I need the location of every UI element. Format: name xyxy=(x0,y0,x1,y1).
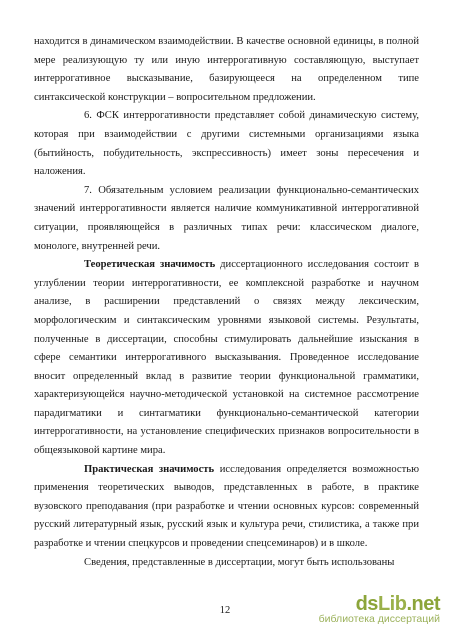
paragraph-last-line: Сведения, представленные в диссертации, могут быть использованы xyxy=(84,556,395,568)
paragraph-7: 7. Обязательным условием реализации функционально-семантических значений интеррогативности является наличие коммуникативной интеррогативной ситуации, проявляющейся в различных типах речи: классическом диалоге, монологе, внутренней речи. xyxy=(34,184,419,252)
watermark-subtitle: библиотека диссертаций xyxy=(318,613,440,625)
watermark xyxy=(270,593,440,627)
page-number: 12 xyxy=(219,605,231,616)
paragraph-theoretical-significance xyxy=(34,256,419,461)
practical-significance-text: исследования определяется возможностью применения теоретических выводов, представленных в работе, в практике вузовского преподавания (при разработке и чтении основных курсов: современный русский литературный язык, русский язык и культура речи, стилистика, а также при разработке и чтении спецкурсов и проведении спецсеминаров) и в школе. xyxy=(34,463,419,550)
paragraph-6: 6. ФСК интеррогативности представляет собой динамическую систему, которая при взаимодействии с другими системными организациями языка (бытийность, побудительность, экспрессивность) имеет зоны пересечения и наложения. xyxy=(34,110,419,178)
paragraph-continuation: находится в динамическом взаимодействии. В качестве основной единицы, в полной мере реализующую ту или иную интеррогативную составляющую, выступает интеррогативное высказывание, базирующееся на определенном типе синтаксической конструкции – вопросительном предложении. xyxy=(34,36,419,103)
body-text xyxy=(34,33,419,572)
practical-significance-heading: Практическая значимость xyxy=(84,463,215,475)
paragraph-practical-significance xyxy=(34,461,419,554)
theoretical-significance-text: диссертационного исследования состоит в углублении теории интеррогативности, ее комплексной разработке и научном анализе, в расширении представлений о связях между лексическим, морфологическим и синтаксическим уровнями языковой системы. Результаты, полученные в диссертации, способны стимулировать дальнейшие изыскания в сфере семантики интеррогативного высказывания. Проведенное исследование вносит определенный вклад в развитие теории функциональной грамматики, характеризующейся научно-методической установкой на системное рассмотрение парадигматики и синтагматики функционально-семантической категории интеррогативности, на установление специфических признаков вопросительности в общеязыковой картине мира. xyxy=(34,259,419,457)
dslib-logo: dsLib.net xyxy=(355,593,440,615)
theoretical-significance-heading: Теоретическая значимость xyxy=(84,259,216,271)
